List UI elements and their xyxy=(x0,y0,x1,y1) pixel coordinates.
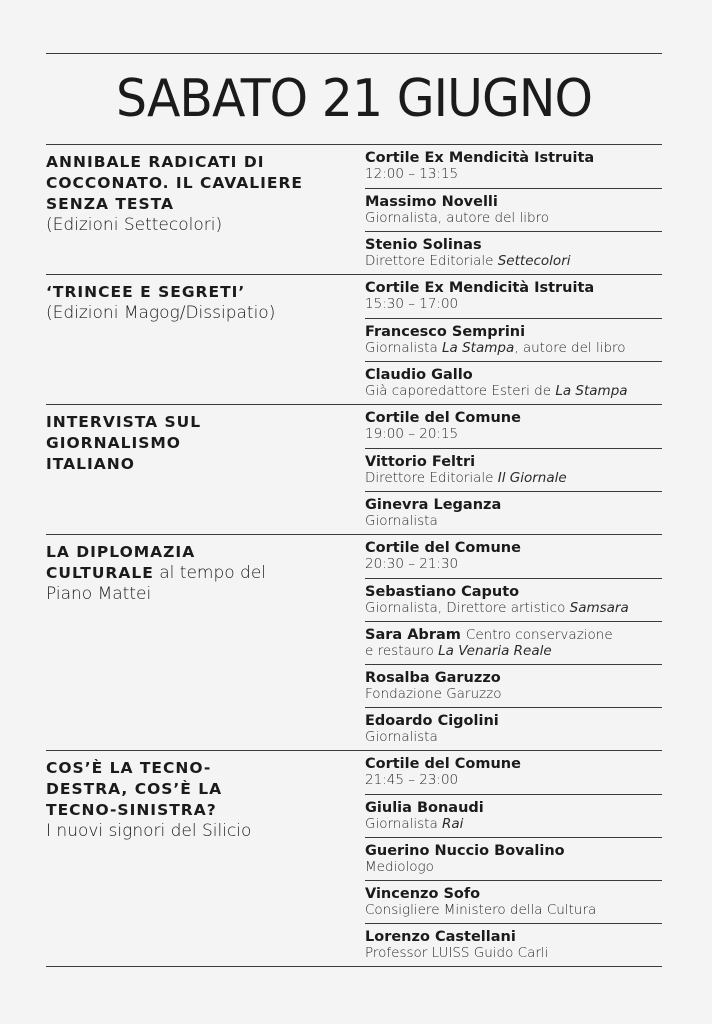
speaker-row xyxy=(365,880,662,923)
event-details xyxy=(365,275,662,404)
venue-row xyxy=(365,535,662,578)
event-2 xyxy=(46,274,662,404)
speaker-row xyxy=(365,361,662,404)
speaker-row xyxy=(365,621,662,664)
event-title: ‘TRINCEE E SEGRETI’ xyxy=(46,283,246,301)
event-subtitle: I nuovi signori del Silicio xyxy=(46,821,252,841)
venue-row xyxy=(365,275,662,318)
event-subtitle: (Edizioni Settecolori) xyxy=(46,215,223,235)
venue-row xyxy=(365,751,662,794)
speaker-role: Già caporedattore Esteri de La Stampa xyxy=(365,383,628,399)
event-4 xyxy=(46,534,662,750)
event-5 xyxy=(46,750,662,967)
speaker-role: Giornalista xyxy=(365,513,438,529)
speaker-name: Claudio Gallo xyxy=(365,367,473,383)
speaker-name: Sara Abram Centro conservazione xyxy=(365,627,613,643)
event-subtitle: (Edizioni Magog/Dissipatio) xyxy=(46,303,276,323)
speaker-name: Sebastiano Caputo xyxy=(365,584,520,600)
speaker-role: Fondazione Garuzzo xyxy=(365,686,502,702)
speaker-role: Giornalista La Stampa, autore del libro xyxy=(365,340,626,356)
venue-row xyxy=(365,405,662,448)
speaker-name: Rosalba Garuzzo xyxy=(365,670,501,686)
program-page xyxy=(46,53,662,967)
time: 15:30 – 17:00 xyxy=(365,296,459,312)
event-1 xyxy=(46,144,662,274)
speaker-row xyxy=(365,794,662,837)
speaker-name: Stenio Solinas xyxy=(365,237,482,253)
speaker-name: Francesco Semprini xyxy=(365,324,526,340)
speaker-name: Vincenzo Sofo xyxy=(365,886,481,902)
event-title: COS’È LA TECNO-DESTRA, COS’È LA TECNO-SINISTRA? xyxy=(46,759,223,819)
venue: Cortile Ex Mendicità Istruita xyxy=(365,150,595,166)
speaker-name: Massimo Novelli xyxy=(365,194,498,210)
speaker-role: Direttore Editoriale Settecolori xyxy=(365,253,571,269)
event-title: LA DIPLOMAZIA CULTURALE al tempo del Piano Mattei xyxy=(46,543,267,604)
speaker-role: Giornalista, autore del libro xyxy=(365,210,550,226)
event-3 xyxy=(46,404,662,534)
speaker-row xyxy=(365,491,662,534)
speaker-role: Mediologo xyxy=(365,859,434,875)
event-details xyxy=(365,535,662,750)
speaker-role: Professor LUISS Guido Carli xyxy=(365,945,549,961)
event-details xyxy=(365,751,662,966)
speaker-role: Giornalista, Direttore artistico Samsara xyxy=(365,600,629,616)
venue: Cortile del Comune xyxy=(365,756,521,772)
venue: Cortile Ex Mendicità Istruita xyxy=(365,280,595,296)
speaker-row xyxy=(365,578,662,621)
speaker-name: Giulia Bonaudi xyxy=(365,800,484,816)
speaker-name: Ginevra Leganza xyxy=(365,497,502,513)
speaker-row xyxy=(365,837,662,880)
event-info xyxy=(46,405,364,534)
event-details xyxy=(365,405,662,534)
event-info xyxy=(46,535,364,750)
event-title: INTERVISTA SUL GIORNALISMO ITALIANO xyxy=(46,413,202,473)
speaker-role: Consigliere Ministero della Cultura xyxy=(365,902,597,918)
event-info xyxy=(46,275,364,404)
speaker-name: Lorenzo Castellani xyxy=(365,929,516,945)
event-info xyxy=(46,145,364,274)
venue-row xyxy=(365,145,662,188)
speaker-role: Giornalista Rai xyxy=(365,816,464,832)
speaker-row xyxy=(365,231,662,274)
speaker-row xyxy=(365,318,662,361)
event-title: ANNIBALE RADICATI DI COCCONATO. IL CAVALIERE SENZA TESTA xyxy=(46,153,303,213)
time: 21:45 – 23:00 xyxy=(365,772,459,788)
event-info xyxy=(46,751,364,966)
time: 12:00 – 13:15 xyxy=(365,166,459,182)
speaker-row xyxy=(365,923,662,966)
time: 20:30 – 21:30 xyxy=(365,556,459,572)
event-details xyxy=(365,145,662,274)
speaker-row xyxy=(365,188,662,231)
speaker-role: Giornalista xyxy=(365,729,438,745)
page-title: SABATO 21 GIUGNO xyxy=(115,69,593,129)
speaker-role: Direttore Editoriale Il Giornale xyxy=(365,470,567,486)
speaker-row xyxy=(365,664,662,707)
speaker-name: Vittorio Feltri xyxy=(365,454,476,470)
venue: Cortile del Comune xyxy=(365,540,521,556)
speaker-name: Guerino Nuccio Bovalino xyxy=(365,843,565,859)
speaker-role: e restauro La Venaria Reale xyxy=(365,643,552,659)
speaker-row xyxy=(365,707,662,750)
speaker-name: Edoardo Cigolini xyxy=(365,713,499,729)
time: 19:00 – 20:15 xyxy=(365,426,459,442)
speaker-row xyxy=(365,448,662,491)
venue: Cortile del Comune xyxy=(365,410,521,426)
